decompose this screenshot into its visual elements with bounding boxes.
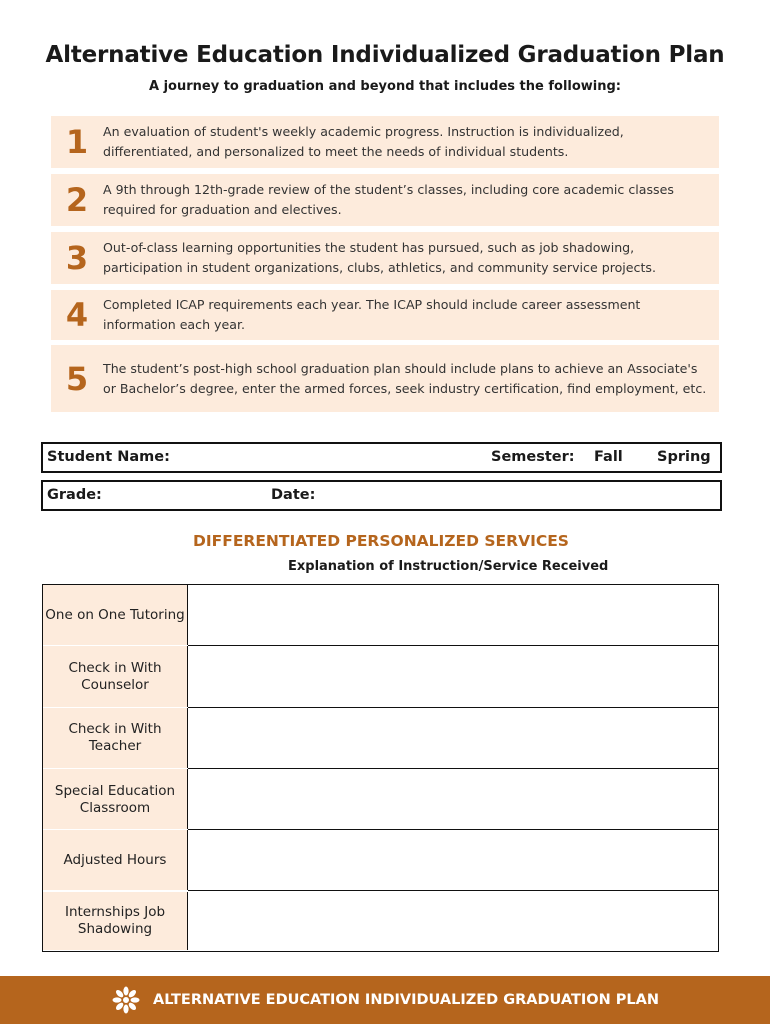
- grade-label: Grade:: [47, 487, 102, 503]
- student-info-row: [41, 442, 722, 473]
- step-card-4: [51, 290, 719, 340]
- service-label: Special Education Classroom: [43, 769, 188, 830]
- starburst-logo-icon: [111, 985, 141, 1015]
- step-description: A 9th through 12th-grade review of the student’s classes, including core academic classes required for graduation and electives.: [103, 182, 674, 217]
- semester-option-spring[interactable]: Spring: [657, 449, 711, 465]
- footer-text: ALTERNATIVE EDUCATION INDIVIDUALIZED GRADUATION PLAN: [152, 992, 660, 1008]
- table-row: [43, 769, 718, 830]
- table-row: [43, 585, 718, 646]
- service-label: Internships Job Shadowing: [43, 892, 188, 951]
- services-table: [42, 584, 719, 952]
- footer-banner: [0, 976, 770, 1024]
- table-row: [43, 646, 718, 707]
- page-subtitle: A journey to graduation and beyond that includes the following:: [148, 79, 622, 94]
- step-description: Out-of-class learning opportunities the student has pursued, such as job shadowing, participation in student organizations, clubs, athletics, and community service projects.: [103, 240, 656, 275]
- table-row: [43, 830, 718, 891]
- table-row: [43, 892, 718, 951]
- services-section-title: DIFFERENTIATED PERSONALIZED SERVICES: [193, 532, 569, 550]
- step-card-3: [51, 232, 719, 284]
- step-card-1: [51, 116, 719, 168]
- semester-label: Semester:: [491, 449, 575, 465]
- table-row: [43, 708, 718, 769]
- step-number: 2: [65, 181, 89, 219]
- step-description: Completed ICAP requirements each year. The ICAP should include career assessment information each year.: [103, 297, 641, 332]
- student-name-label: Student Name:: [47, 449, 170, 465]
- date-label: Date:: [271, 487, 316, 503]
- step-number: 1: [65, 123, 89, 161]
- step-card-2: [51, 174, 719, 226]
- step-card-5: [51, 345, 719, 412]
- service-label: Check in With Counselor: [43, 646, 188, 707]
- service-label: Adjusted Hours: [43, 830, 188, 891]
- step-description: The student’s post-high school graduation plan should include plans to achieve an Associate's or Bachelor’s degree, enter the armed forces, seek industry certification, find employment, etc.: [103, 360, 707, 396]
- service-label: Check in With Teacher: [43, 708, 188, 769]
- page-title: Alternative Education Individualized Graduation Plan: [45, 42, 725, 68]
- step-description: An evaluation of student's weekly academic progress. Instruction is individualized, differentiated, and personalized to meet the needs of individual students.: [103, 124, 624, 159]
- step-number: 5: [65, 359, 89, 398]
- semester-option-fall[interactable]: Fall: [594, 449, 623, 465]
- step-number: 4: [65, 296, 89, 334]
- services-column-header: Explanation of Instruction/Service Received: [288, 559, 609, 574]
- service-label: One on One Tutoring: [43, 585, 188, 646]
- grade-date-row: [41, 480, 722, 511]
- step-number: 3: [65, 239, 89, 277]
